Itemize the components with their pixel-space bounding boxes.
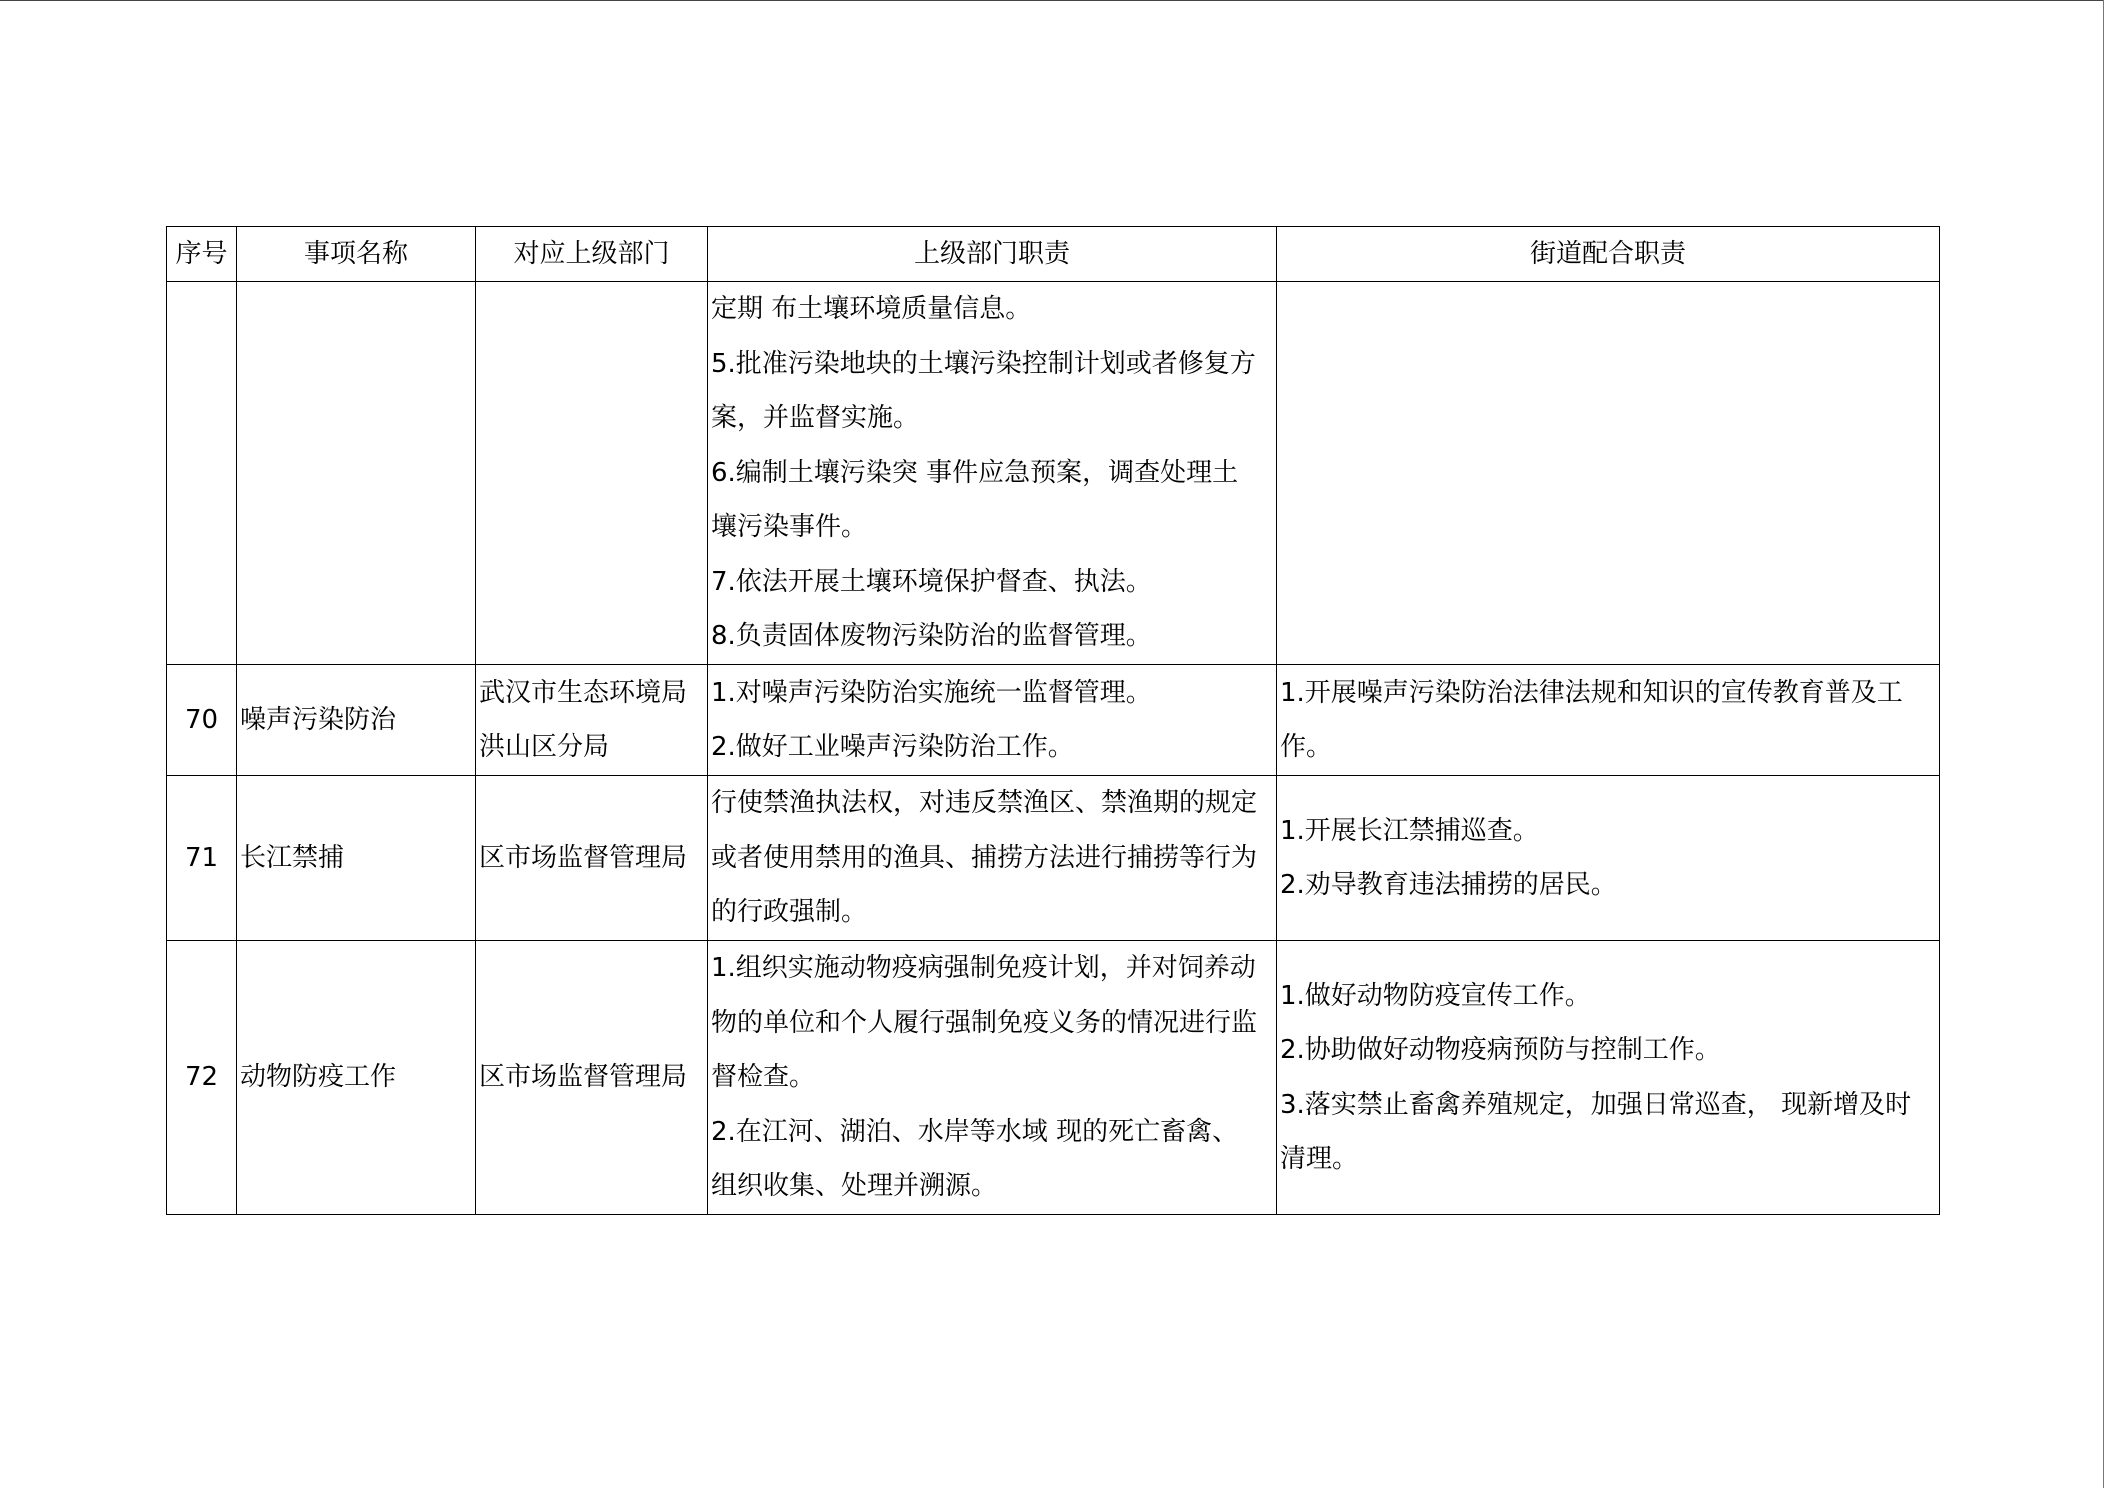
item-name: 动物防疫工作: [237, 941, 476, 1215]
upper-department: [476, 776, 708, 941]
upper-duty-line: 的行政强制。: [711, 897, 868, 928]
department-line: 区市场监督管理局: [479, 842, 688, 873]
header-name: 事项名称: [237, 227, 476, 282]
row-number: 70: [167, 665, 237, 776]
upper-duty-line: 6.编制土壤污染突 事件应急预案，调查处理土: [711, 457, 1239, 488]
street-duty-line: 2.劝导教育违法捕捞的居民。: [1280, 870, 1617, 900]
duty-table: [166, 226, 1940, 1215]
department-line: 区市场监督管理局: [479, 1062, 688, 1093]
upper-duty-cell: [708, 941, 1277, 1215]
upper-duty-line: 7.依法开展土壤环境保护督查、执法。: [711, 566, 1152, 597]
table-row: [167, 941, 1940, 1215]
street-duty-cell: [1277, 776, 1940, 941]
department-line: 洪山区分局: [479, 732, 610, 762]
street-duty-line: 清理。: [1280, 1144, 1359, 1174]
upper-duty-line: 行使禁渔执法权，对违反禁渔区、禁渔期的规定: [711, 788, 1258, 819]
upper-duty-line: 督检查。: [711, 1062, 816, 1093]
table-row: [167, 776, 1940, 941]
street-duty-line: 3.落实禁止畜禽养殖规定，加强日常巡查， 现新增及时: [1280, 1089, 1912, 1120]
upper-duty-line: 案，并监督实施。: [711, 403, 920, 433]
upper-duty-cell: [708, 282, 1277, 665]
upper-duty-line: 组织收集、处理并溯源。: [711, 1171, 998, 1202]
page-top-border: [0, 0, 2104, 1]
header-street-duty: 街道配合职责: [1277, 227, 1940, 282]
upper-duty-line: 1.组织实施动物疫病强制免疫计划，并对饲养动: [711, 953, 1256, 984]
upper-duty-line: 8.负责固体废物污染防治的监督管理。: [711, 621, 1152, 651]
row-number: [167, 282, 237, 665]
row-number: 71: [167, 776, 237, 941]
upper-duty-line: 1.对噪声污染防治实施统一监督管理。: [711, 677, 1152, 708]
upper-duty-line: 2.在江河、湖泊、水岸等水域 现的死亡畜禽、: [711, 1116, 1239, 1147]
item-name: [237, 282, 476, 665]
row-number: 72: [167, 941, 237, 1215]
street-duty-cell: [1277, 665, 1940, 776]
header-dept: 对应上级部门: [476, 227, 708, 282]
upper-duty-line: 2.做好工业噪声污染防治工作。: [711, 732, 1074, 762]
street-duty-cell: [1277, 941, 1940, 1215]
upper-department: [476, 941, 708, 1215]
street-duty-line: 作。: [1280, 732, 1333, 762]
table-row: [167, 282, 1940, 665]
street-duty-cell: [1277, 282, 1940, 665]
street-duty-line: 1.做好动物防疫宣传工作。: [1280, 980, 1591, 1011]
item-name: 长江禁捕: [237, 776, 476, 941]
item-name: 噪声污染防治: [237, 665, 476, 776]
upper-duty-cell: [708, 776, 1277, 941]
department-line: 武汉市生态环境局: [479, 677, 688, 708]
upper-duty-line: 物的单位和个人履行强制免疫义务的情况进行监: [711, 1007, 1258, 1038]
header-no: 序号: [167, 227, 237, 282]
street-duty-line: 1.开展长江禁捕巡查。: [1280, 815, 1539, 846]
upper-duty-line: 壤污染事件。: [711, 512, 868, 542]
upper-department: [476, 665, 708, 776]
table-header-row: [167, 227, 1940, 282]
header-upper-duty: 上级部门职责: [708, 227, 1277, 282]
upper-department: [476, 282, 708, 665]
street-duty-line: 1.开展噪声污染防治法律法规和知识的宣传教育普及工: [1280, 677, 1903, 708]
upper-duty-line: 5.批准污染地块的土壤污染控制计划或者修复方: [711, 348, 1256, 379]
table-row: [167, 665, 1940, 776]
upper-duty-line: 或者使用禁用的渔具、捕捞方法进行捕捞等行为: [711, 842, 1258, 873]
upper-duty-cell: [708, 665, 1277, 776]
street-duty-line: 2.协助做好动物疫病预防与控制工作。: [1280, 1035, 1721, 1065]
upper-duty-line: 定期 布土壤环境质量信息。: [711, 294, 1032, 324]
